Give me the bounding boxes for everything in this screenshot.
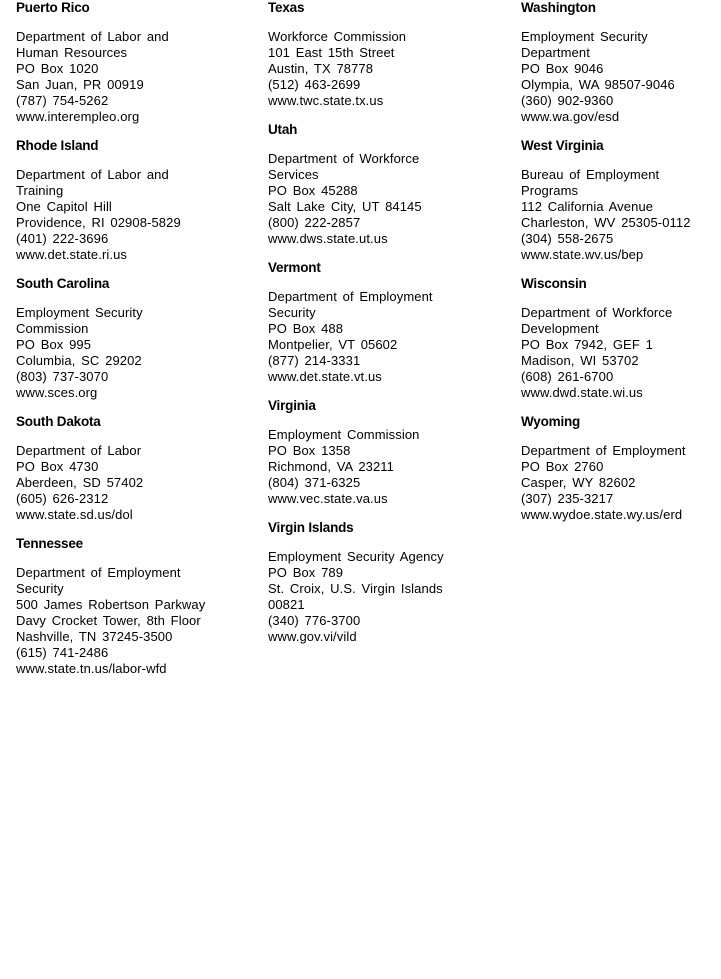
address-line: www.det.state.vt.us [268,369,382,384]
directory-column-2 [268,0,513,645]
address-block [16,29,261,125]
address-line: Casper, WY 82602 [521,475,636,490]
address-line: PO Box 45288 [268,183,358,198]
state-name: Washington [521,0,596,15]
address-line: www.wa.gov/esd [521,109,620,124]
address-line: (787) 754-5262 [16,93,109,108]
address-line: (608) 261-6700 [521,369,614,384]
state-name: Wisconsin [521,276,587,291]
address-line: (304) 558-2675 [521,231,614,246]
state-entry [16,138,261,263]
directory-column-3 [521,0,721,523]
address-line: Olympia, WA 98507-9046 [521,77,675,92]
address-line: www.dwd.state.wi.us [521,385,643,400]
state-entry [521,414,721,523]
address-line: Development [521,321,599,336]
address-line: 112 California Avenue [521,199,654,214]
address-line: 101 East 15th Street [268,45,395,60]
directory-column-1 [16,0,261,677]
state-entry [16,536,261,677]
state-name: Utah [268,122,298,137]
address-line: Providence, RI 02908-5829 [16,215,181,230]
state-entry [521,276,721,401]
address-block [268,549,513,645]
address-line: Department of Employment [16,565,181,580]
state-name: West Virginia [521,138,604,153]
address-line: Davy Crocket Tower, 8th Floor [16,613,201,628]
address-line: Richmond, VA 23211 [268,459,395,474]
address-line: (360) 902-9360 [521,93,614,108]
address-line: www.det.state.ri.us [16,247,127,262]
state-entry [268,260,513,385]
state-name: Wyoming [521,414,581,429]
address-line: www.twc.state.tx.us [268,93,384,108]
address-line: Columbia, SC 29202 [16,353,142,368]
state-name: Texas [268,0,305,15]
state-name: Tennessee [16,536,83,551]
state-name: Puerto Rico [16,0,90,15]
address-line: Department of Employment [521,443,686,458]
state-name: South Carolina [16,276,110,291]
address-line: Programs [521,183,579,198]
address-line: Department of Workforce [268,151,420,166]
address-line: www.wydoe.state.wy.us/erd [521,507,683,522]
address-line: www.interempleo.org [16,109,140,124]
state-entry [268,398,513,507]
address-line: 500 James Robertson Parkway [16,597,206,612]
address-line: (877) 214-3331 [268,353,361,368]
address-block [521,167,721,263]
address-line: Employment Security [521,29,648,44]
address-line: Training [16,183,64,198]
state-entry [521,0,721,125]
state-entry [521,138,721,263]
address-block [16,565,261,677]
state-entry [16,276,261,401]
address-line: Bureau of Employment [521,167,660,182]
address-line: Department of Employment [268,289,433,304]
address-line: 00821 [268,597,305,612]
address-line: PO Box 4730 [16,459,99,474]
address-line: Services [268,167,319,182]
address-line: PO Box 1358 [268,443,351,458]
address-block [16,443,261,523]
address-line: www.state.sd.us/dol [16,507,133,522]
address-line: Workforce Commission [268,29,407,44]
address-line: Department of Labor [16,443,142,458]
address-line: (340) 776-3700 [268,613,361,628]
address-line: PO Box 789 [268,565,344,580]
address-block [268,151,513,247]
address-line: (401) 222-3696 [16,231,109,246]
address-line: www.vec.state.va.us [268,491,388,506]
address-line: www.gov.vi/vild [268,629,357,644]
state-name: South Dakota [16,414,101,429]
address-line: Aberdeen, SD 57402 [16,475,144,490]
address-line: Madison, WI 53702 [521,353,639,368]
address-block [16,305,261,401]
state-entry [16,414,261,523]
address-line: PO Box 7942, GEF 1 [521,337,653,352]
address-line: Employment Security Agency [268,549,444,564]
address-block [521,29,721,125]
address-line: (307) 235-3217 [521,491,614,506]
address-line: One Capitol Hill [16,199,112,214]
state-name: Virgin Islands [268,520,354,535]
address-line: Department of Workforce [521,305,673,320]
address-block [268,29,513,109]
state-entry [268,520,513,645]
address-line: Employment Security [16,305,143,320]
address-line: www.sces.org [16,385,98,400]
address-line: (800) 222-2857 [268,215,361,230]
address-line: www.dws.state.ut.us [268,231,388,246]
address-line: (615) 741-2486 [16,645,109,660]
address-line: Montpelier, VT 05602 [268,337,398,352]
address-line: Austin, TX 78778 [268,61,374,76]
address-line: Salt Lake City, UT 84145 [268,199,422,214]
address-line: Department of Labor and [16,167,169,182]
address-line: www.state.wv.us/bep [521,247,644,262]
address-line: PO Box 9046 [521,61,604,76]
address-line: San Juan, PR 00919 [16,77,144,92]
state-entry [268,122,513,247]
address-line: www.state.tn.us/labor-wfd [16,661,167,676]
address-line: St. Croix, U.S. Virgin Islands [268,581,443,596]
address-line: Employment Commission [268,427,420,442]
state-entry [268,0,513,109]
address-line: (512) 463-2699 [268,77,361,92]
address-line: PO Box 995 [16,337,92,352]
address-line: PO Box 488 [268,321,344,336]
address-line: Charleston, WV 25305-0112 [521,215,691,230]
address-line: (605) 626-2312 [16,491,109,506]
address-line: PO Box 1020 [16,61,99,76]
state-name: Vermont [268,260,321,275]
address-line: Human Resources [16,45,128,60]
address-block [268,427,513,507]
address-line: PO Box 2760 [521,459,604,474]
address-line: Department [521,45,590,60]
address-block [268,289,513,385]
state-name: Virginia [268,398,316,413]
address-block [521,443,721,523]
address-line: Nashville, TN 37245-3500 [16,629,173,644]
address-block [16,167,261,263]
address-line: (804) 371-6325 [268,475,361,490]
state-name: Rhode Island [16,138,99,153]
address-line: (803) 737-3070 [16,369,109,384]
state-entry [16,0,261,125]
address-line: Security [268,305,316,320]
address-line: Department of Labor and [16,29,169,44]
address-block [521,305,721,401]
address-line: Security [16,581,64,596]
address-line: Commission [16,321,89,336]
